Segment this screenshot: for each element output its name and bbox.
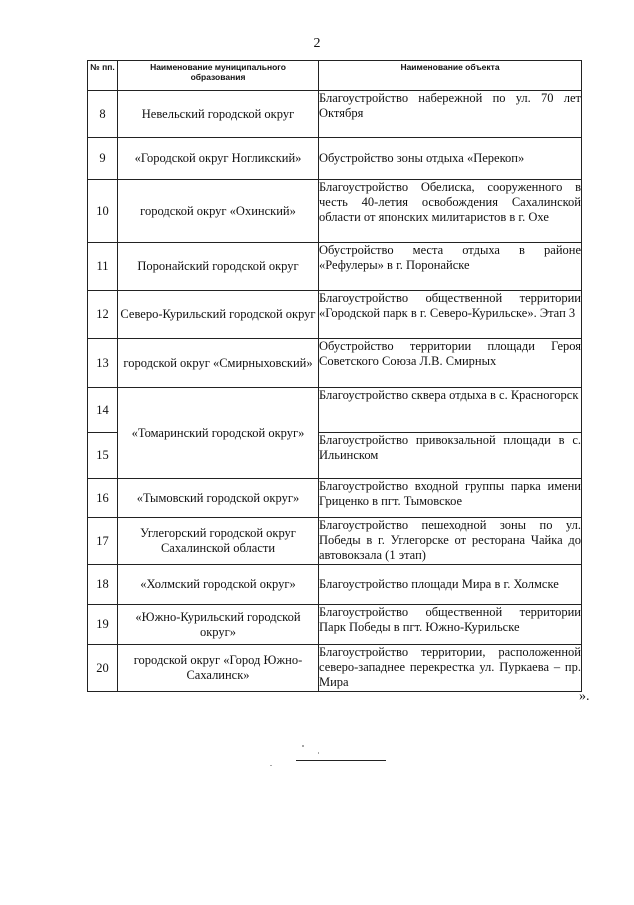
- row-number: 15: [88, 433, 118, 479]
- table-row: [88, 518, 582, 565]
- object-cell: Благоустройство сквера отдыха в с. Красногорск: [319, 388, 582, 433]
- table-row: [88, 180, 582, 243]
- row-number: 12: [88, 291, 118, 339]
- object-cell: Обустройство зоны отдыха «Перекоп»: [319, 138, 582, 180]
- table-row: [88, 605, 582, 645]
- row-number: 11: [88, 243, 118, 291]
- row-number: 16: [88, 479, 118, 518]
- table-row: [88, 243, 582, 291]
- table-row: [88, 645, 582, 692]
- object-cell: Обустройство территории площади Героя Советского Союза Л.В. Смирных: [319, 339, 582, 388]
- row-number: 17: [88, 518, 118, 565]
- object-cell: Благоустройство площади Мира в г. Холмске: [319, 565, 582, 605]
- table-row: [88, 388, 582, 433]
- municipality-cell: «Холмский городской округ»: [118, 565, 319, 605]
- scan-speck: [302, 745, 304, 747]
- row-number: 14: [88, 388, 118, 433]
- municipality-cell: Углегорский городской округ Сахалинской области: [118, 518, 319, 565]
- table-row: [88, 479, 582, 518]
- row-number: 13: [88, 339, 118, 388]
- objects-table: [87, 60, 582, 692]
- header-number: № пп.: [88, 61, 118, 91]
- municipality-cell: городской округ «Охинский»: [118, 180, 319, 243]
- object-cell: Благоустройство набережной по ул. 70 лет Октября: [319, 91, 582, 138]
- municipality-cell: «Южно-Курильский городской округ»: [118, 605, 319, 645]
- page-number: 2: [313, 36, 321, 51]
- scan-speck: [270, 765, 272, 766]
- table-row: [88, 565, 582, 605]
- table-row: [88, 339, 582, 388]
- row-number: 10: [88, 180, 118, 243]
- municipality-cell: Поронайский городской округ: [118, 243, 319, 291]
- object-cell: Обустройство места отдыха в районе «Рефулеры» в г. Поронайске: [319, 243, 582, 291]
- scan-speck: [318, 752, 319, 754]
- closing-quote-mark: ».: [579, 689, 590, 704]
- table-row: [88, 91, 582, 138]
- signature-line: [296, 760, 386, 761]
- row-number: 9: [88, 138, 118, 180]
- object-cell: Благоустройство входной группы парка имени Гриценко в пгт. Тымовское: [319, 479, 582, 518]
- row-number: 8: [88, 91, 118, 138]
- row-number: 18: [88, 565, 118, 605]
- table-row: [88, 138, 582, 180]
- object-cell: Благоустройство Обелиска, сооруженного в честь 40-летия освобождения Сахалинской области от японских милитаристов в г. Охе: [319, 180, 582, 243]
- table-row: [88, 291, 582, 339]
- municipality-cell: «Томаринский городской округ»: [118, 388, 319, 479]
- row-number: 20: [88, 645, 118, 692]
- municipality-cell: городской округ «Город Южно-Сахалинск»: [118, 645, 319, 692]
- object-cell: Благоустройство общественной территории «Городской парк в г. Северо-Курильске». Этап 3: [319, 291, 582, 339]
- municipality-cell: городской округ «Смирныховский»: [118, 339, 319, 388]
- row-number: 19: [88, 605, 118, 645]
- municipality-cell: Северо-Курильский городской округ: [118, 291, 319, 339]
- object-cell: Благоустройство пешеходной зоны по ул. Победы в г. Углегорске от ресторана Чайка до автовокзала (1 этап): [319, 518, 582, 565]
- header-municipality: Наименование муниципального образования: [118, 61, 319, 91]
- municipality-cell: «Тымовский городской округ»: [118, 479, 319, 518]
- municipality-cell: «Городской округ Ногликский»: [118, 138, 319, 180]
- object-cell: Благоустройство территории, расположенной северо-западнее перекрестка ул. Пуркаева – пр. Мира: [319, 645, 582, 692]
- object-cell: Благоустройство общественной территории Парк Победы в пгт. Южно-Курильске: [319, 605, 582, 645]
- header-object: Наименование объекта: [319, 61, 582, 91]
- table-header-row: [88, 61, 582, 91]
- object-cell: Благоустройство привокзальной площади в с. Ильинском: [319, 433, 582, 479]
- municipality-cell: Невельский городской округ: [118, 91, 319, 138]
